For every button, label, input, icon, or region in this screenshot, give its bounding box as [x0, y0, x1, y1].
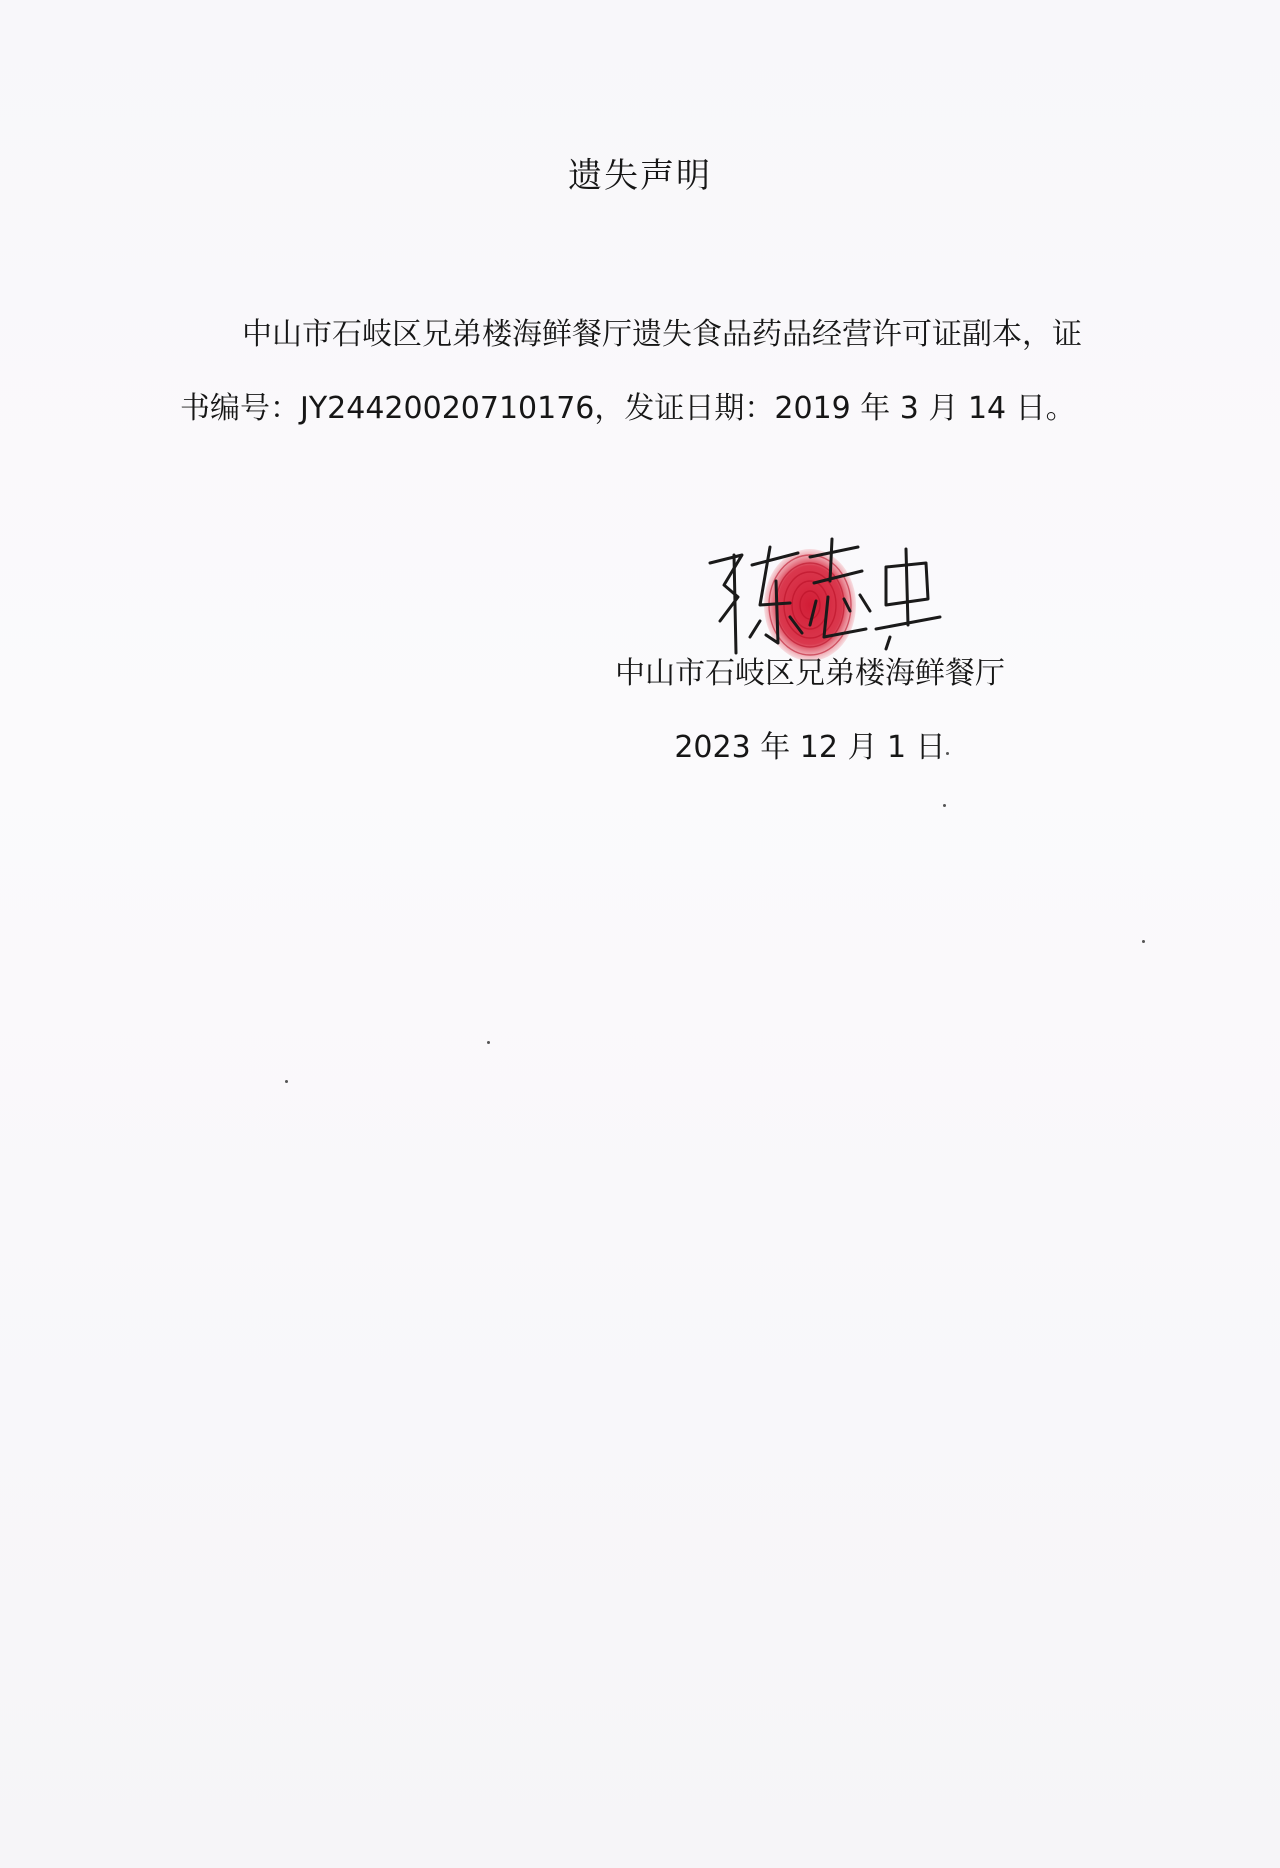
signatory-organization: 中山市石岐区兄弟楼海鲜餐厅 [615, 656, 1005, 691]
document-title: 遗失声明 [568, 156, 712, 196]
paper-speck [946, 752, 949, 755]
signature-date: 2023 年 12 月 1 日 [674, 730, 946, 765]
paper-speck [1142, 940, 1145, 943]
signature-with-fingerprint [690, 525, 950, 665]
declaration-text: 中山市石岐区兄弟楼海鲜餐厅遗失食品药品经营许可证副本，证书编号：JY24420020710176，发证日期：2019 年 3 月 14 日。 [180, 317, 1082, 426]
paper-speck [487, 1041, 490, 1044]
paper-speck [943, 804, 946, 807]
paper-speck [285, 1080, 288, 1083]
